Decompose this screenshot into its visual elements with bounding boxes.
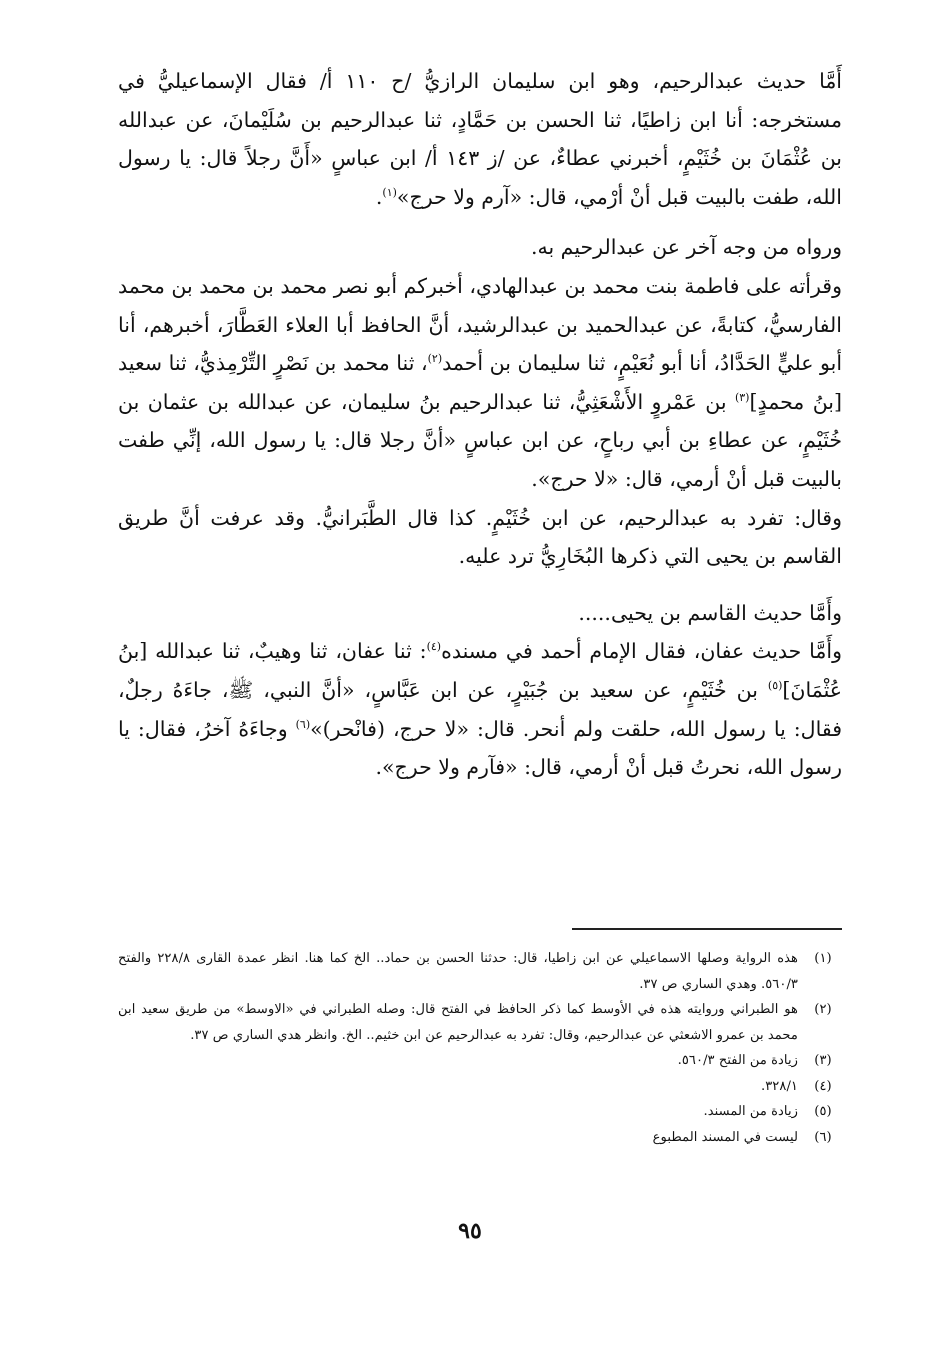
paragraph [118, 632, 842, 786]
footnote-number: (٦) [814, 1129, 832, 1145]
footnote-ref: (٥) [767, 679, 783, 693]
paragraph-text: بن عَمْروٍ الأَشْعَثِيُّ، ثنا عبدالرحيم بنُ سليمان، عن عبدالله بن عثمان بن خُثَيْمٍ، عن عطاءِ بن أبي رباحٍ، عن ابن عباسٍ «أنَّ رجلا قال: يا رسول الله، إنِّي طفت بالبيت قبل أنْ أرمي، قال: «لا حرج». [118, 389, 842, 491]
footnote-number: (٣) [814, 1053, 832, 1068]
footnote-text: زيادة من المسند. [703, 1104, 798, 1119]
paragraph [118, 594, 842, 633]
footnote [118, 1074, 848, 1100]
footnote [118, 946, 848, 997]
main-text [118, 62, 842, 787]
paragraph [118, 267, 842, 499]
paragraph-text: بن خُثَيْمٍ، عن سعيد بن جُبَيْرٍ، عن ابن عَبَّاسٍ، «أنَّ النبي، ﷺ، جاءَهُ رجلٌ، فقال: يا رسول الله، حلقت ولم أنحر. قال: «لا حرج، (فانْحر)» [118, 677, 842, 741]
footnote-number: (٥) [814, 1104, 832, 1119]
paragraph [118, 228, 842, 267]
footnote-text: هذه الرواية وصلها الاسماعيلي عن ابن زاطيا، قال: حدثنا الحسن بن حماد.. الخ كما هنا. انظر عمدة القارى ٢٢٨/٨ والفتح ٥٦٠/٣. وهدي الساري ص ٣٧. [118, 951, 798, 992]
paragraph-text: : ثنا عفان، ثنا وهيبٌ، ثنا عبدالله [بنُ عُثْمَانَ] [118, 639, 842, 702]
paragraph-text: أَمَّا حديث عبدالرحيم، وهو ابن سليمان الرازيُّ /ح ١١٠ أ/ فقال الإسماعيليُّ في مستخرجه: أنا ابن زاطيًا، ثنا الحسن بن حَمَّادٍ، ثنا عبدالرحيم بن سُلَيْمانَ، عن عبدالله بن عُثْمَانَ بن خُثَيْمٍ، أخبرني عطاءٌ، عن /ز ١٤٣ أ/ ابن عباسٍ «أَنَّ رجلاً قال: يا رسول الله، طفت بالبيت قبل أنْ أرْمي، قال: «آرم ولا حرج» [118, 69, 843, 209]
paragraph [118, 62, 842, 216]
paragraph-text: وأَمَّا حديث عفان، فقال الإمام أحمد في مسنده [441, 639, 842, 664]
paragraph-text: وجاءَهُ آخرُ، فقال: يا رسول الله، نحرتُ قبل أنْ أرمي، قال: «فآرم ولا حرج». [118, 716, 842, 780]
paragraph-text: ، ثنا محمد بن نَصْرٍ التِّرْمِذيُّ، ثنا سعيد [بنُ محمدٍ] [118, 351, 842, 414]
footnote-text: هو الطبراني وروايته هذه في الأوسط كما ذكر الحافظ في الفتح قال: وصله الطبراني في «الاوسط» من طريق سعيد ابن محمد بن عمرو الاشعثي عن عبدالرحيم، وقال: تفرد به عبدالرحيم عن ابن خثيم.. الخ. وانظر هدي الساري ص ٣٧. [118, 1002, 798, 1043]
footnote-divider [572, 928, 842, 930]
footnote-number: (٢) [814, 1002, 832, 1017]
paragraph-text: ورواه من وجه آخر عن عبدالرحيم به. [530, 235, 842, 260]
footnote [118, 1048, 848, 1074]
footnotes [118, 946, 848, 1150]
footnote-text: زيادة من الفتح ٥٦٠/٣. [677, 1053, 798, 1068]
page-number: ٩٥ [458, 1218, 482, 1244]
footnote [118, 997, 848, 1048]
footnote-text: ليست في المسند المطبوع [652, 1129, 798, 1145]
paragraph [118, 499, 842, 576]
footnote-ref: (٦) [295, 717, 311, 731]
footnote-ref: (١) [382, 185, 397, 199]
footnote-ref: (٣) [734, 390, 750, 404]
paragraph-end: . [375, 184, 383, 209]
footnote-number: (٤) [814, 1078, 832, 1094]
footnote-ref: (٢) [427, 352, 443, 366]
footnote-number: (١) [814, 951, 832, 966]
footnote [118, 1099, 848, 1125]
paragraph-text: وقال: تفرد به عبدالرحيم، عن ابن خُثَيْمٍ. كذا قال الطَّبَرانيُّ. وقد عرفت أنَّ طريق القاسم بن يحيى التي ذكرها البُخَارِيُّ ترد عليه. [118, 505, 842, 569]
paragraph-text: وقرأته على فاطمة بنت محمد بن عبدالهادي، أخبركم أبو نصر محمد بن محمد بن محمد الفارسيُّ، كتابةً، عن عبدالحميد بن عبدالرشيد، أنَّ الحافظ أبا العلاء العَطَّارَ، أخبرهم، أنا أبو عليٍّ الحَدَّادُ، أنا أبو نُعَيْمٍ، ثنا سليمان بن أحمد [118, 273, 843, 376]
footnote-text: ٣٢٨/١. [761, 1078, 798, 1094]
footnote-ref: (٤) [426, 640, 442, 654]
paragraph-text: وأَمَّا حديث القاسم بن يحيى..... [578, 600, 842, 625]
footnote [118, 1125, 848, 1151]
